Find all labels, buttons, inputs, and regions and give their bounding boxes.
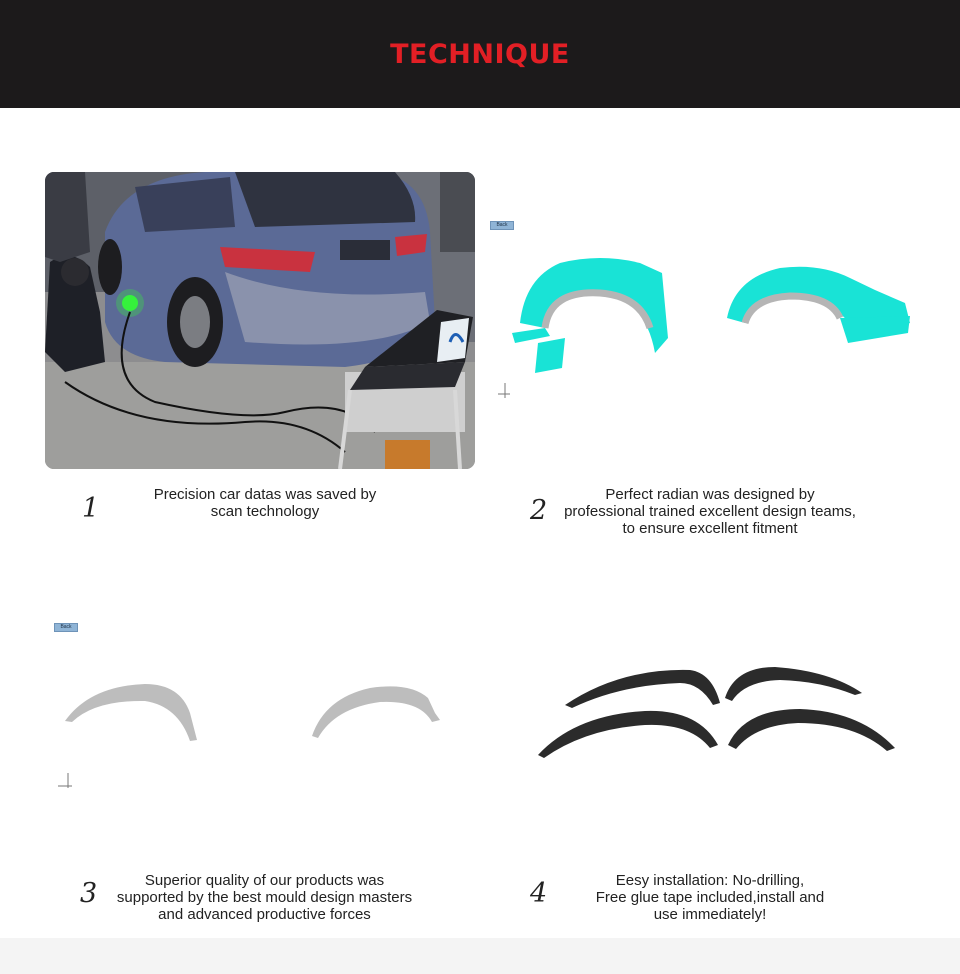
caption-line: professional trained excellent design teams,	[564, 503, 856, 520]
page-title: TECHNIQUE	[390, 38, 570, 70]
step-number-3: 3	[80, 878, 98, 909]
caption-line: and advanced productive forces	[158, 906, 371, 923]
cad-fender-model	[50, 618, 470, 808]
fender-flares-product	[530, 653, 910, 773]
step-number-1: 1	[82, 493, 100, 524]
step-number-2: 2	[530, 495, 548, 526]
caption-line: Superior quality of our products was	[144, 872, 385, 889]
step-caption-2	[540, 486, 880, 537]
cad-back-tag: Back	[490, 221, 514, 230]
cad-back-tag: Back	[54, 623, 78, 632]
header-banner	[0, 0, 960, 108]
scan-photo	[45, 172, 475, 469]
step-number-4: 4	[530, 878, 548, 909]
step-caption-3	[92, 872, 437, 923]
caption-line: use immediately!	[653, 906, 767, 923]
caption-line: scan technology	[210, 503, 320, 520]
step-caption-4	[550, 872, 870, 923]
caption-line: supported by the best mould design masters	[116, 889, 413, 906]
caption-line: Free glue tape included,install and	[595, 889, 825, 906]
scan-data-render	[490, 218, 920, 408]
caption-line: Precision car datas was saved by	[153, 486, 377, 503]
footer-strip	[0, 938, 960, 974]
caption-line: to ensure excellent fitment	[622, 520, 798, 537]
technique-content	[0, 108, 960, 938]
caption-line: Perfect radian was designed by	[605, 486, 815, 503]
caption-line: Eesy installation: No-drilling,	[615, 872, 805, 889]
step-caption-1	[95, 486, 435, 520]
